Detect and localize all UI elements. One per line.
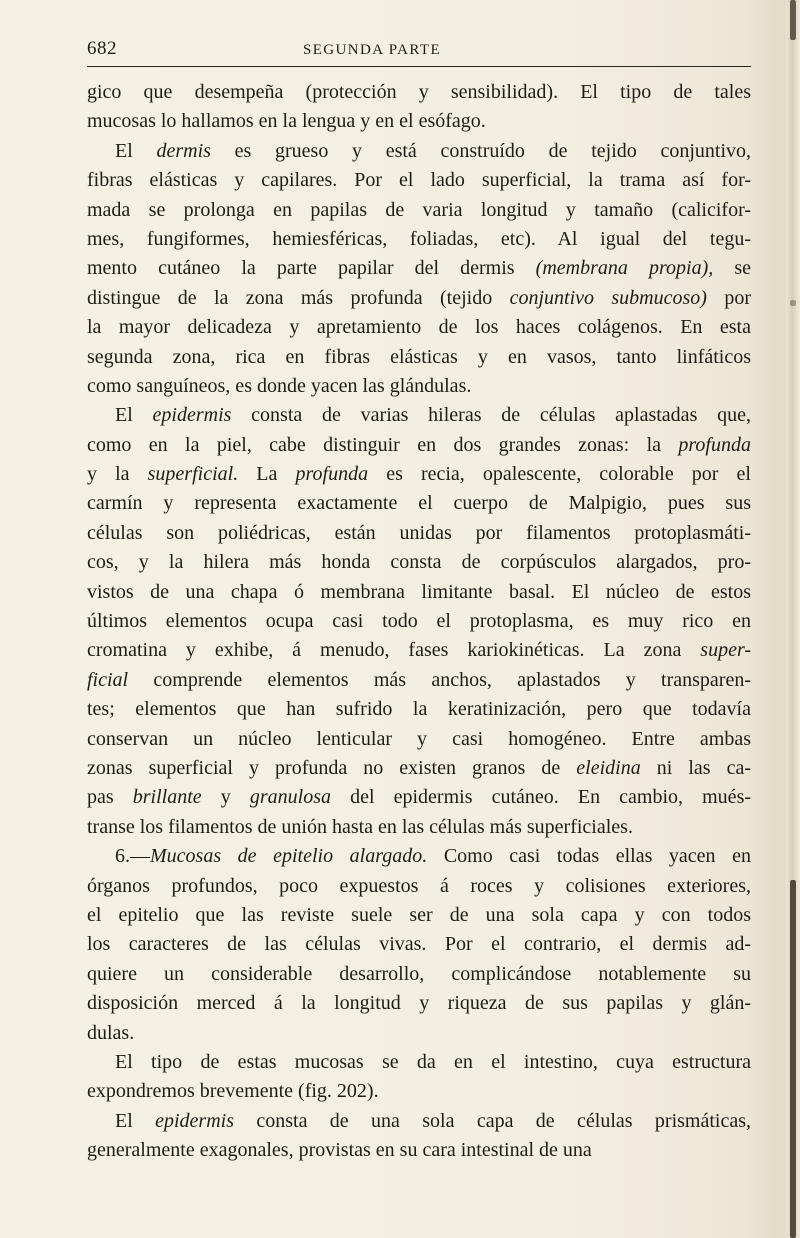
- text-run: y la: [87, 463, 148, 486]
- text-line: [87, 313, 751, 342]
- paragraph: [87, 78, 751, 137]
- paragraph: [87, 1048, 751, 1107]
- text-line: [87, 372, 751, 401]
- text-run: consta de varias hileras de células aplastadas que,: [231, 404, 751, 427]
- text-run: zonas superficial y profunda no existen granos de: [87, 756, 577, 779]
- running-title: SEGUNDA PARTE: [303, 42, 442, 58]
- text-run: pas: [87, 786, 133, 809]
- italic-run: profunda: [295, 463, 369, 486]
- text-run: disposición merced á la longitud y riqueza de sus papilas y glán-: [87, 992, 751, 1015]
- text-line: [87, 519, 751, 548]
- text-line: [87, 666, 751, 695]
- italic-run: granulosa: [249, 786, 331, 809]
- text-line: [87, 254, 751, 283]
- text-line: [87, 431, 751, 460]
- text-run: el epitelio que las reviste suele ser de una sola capa y con todos: [87, 903, 751, 926]
- text-line: [87, 1136, 751, 1165]
- text-run: segunda zona, rica en fibras elásticas y en vasos, tanto linfáticos: [87, 345, 751, 368]
- text-line: [87, 872, 751, 901]
- page-edge-mark: [790, 880, 796, 1238]
- text-run: La: [238, 463, 296, 486]
- text-run: mada se prolonga en papilas de varia longitud y tamaño (calicifor-: [87, 198, 751, 221]
- italic-run: profunda: [678, 433, 751, 456]
- text-line: [87, 460, 751, 489]
- text-line: [87, 960, 751, 989]
- text-line: [87, 1107, 751, 1136]
- text-line: [87, 1077, 751, 1106]
- text-line: [87, 930, 751, 959]
- text-line: [87, 107, 751, 136]
- italic-run: super-: [700, 639, 751, 662]
- italic-run: epidermis: [155, 1109, 235, 1132]
- text-run: por: [706, 286, 751, 309]
- text-run: los caracteres de las células vivas. Por el contrario, el dermis ad-: [87, 933, 751, 956]
- text-run: generalmente exagonales, provistas en su cara intestinal de una: [87, 1139, 592, 1162]
- text-line: [87, 78, 751, 107]
- text-run: El: [115, 404, 153, 427]
- text-run: conservan un núcleo lenticular y casi homogéneo. Entre ambas: [87, 727, 751, 750]
- text-line: [87, 813, 751, 842]
- text-line: [87, 842, 751, 871]
- text-line: [87, 343, 751, 372]
- text-run: El tipo de estas mucosas se da en el intestino, cuya estructura: [115, 1050, 751, 1073]
- italic-run: ficial: [87, 668, 129, 691]
- body-text: [87, 78, 751, 1165]
- text-run: carmín y representa exactamente el cuerpo de Malpigio, pues sus: [87, 492, 751, 515]
- text-line: [87, 783, 751, 812]
- text-run: como sanguíneos, es donde yacen las glándulas.: [87, 374, 472, 397]
- text-run: ni las ca-: [640, 756, 751, 779]
- italic-run: Mucosas de epitelio alargado.: [150, 845, 428, 868]
- page-edge: [786, 0, 800, 1238]
- paragraph: [87, 842, 751, 1048]
- text-run: órganos profundos, poco expuestos á roces y colisiones exteriores,: [87, 874, 751, 897]
- text-line: [87, 284, 751, 313]
- text-line: [87, 548, 751, 577]
- text-run: cromatina y exhibe, á menudo, fases kariokinéticas. La zona: [87, 639, 701, 662]
- text-run: quiere un considerable desarrollo, complicándose notablemente su: [87, 962, 751, 985]
- text-run: es grueso y está construído de tejido conjuntivo,: [210, 139, 751, 162]
- text-run: y: [201, 786, 250, 809]
- text-run: vistos de una chapa ó membrana limitante basal. El núcleo de estos: [87, 580, 751, 603]
- text-run: expondremos brevemente (fig. 202).: [87, 1080, 379, 1103]
- text-line: [87, 636, 751, 665]
- italic-run: conjuntivo submucoso): [509, 286, 707, 309]
- text-run: consta de una sola capa de células prismáticas,: [234, 1109, 751, 1132]
- text-run: mucosas lo hallamos en la lengua y en el esófago.: [87, 110, 486, 133]
- text-line: [87, 489, 751, 518]
- text-line: [87, 401, 751, 430]
- italic-run: superficial.: [147, 463, 239, 486]
- header-rule: [87, 66, 751, 67]
- text-run: transe los filamentos de unión hasta en las células más superficiales.: [87, 815, 633, 838]
- italic-run: brillante: [132, 786, 202, 809]
- text-run: gico que desempeña (protección y sensibilidad). El tipo de tales: [87, 81, 751, 103]
- text-run: 6.—: [115, 845, 150, 868]
- text-line: [87, 989, 751, 1018]
- text-run: mento cutáneo la parte papilar del dermis: [87, 257, 536, 280]
- text-line: [87, 137, 751, 166]
- paragraph: [87, 137, 751, 402]
- text-run: El: [115, 1109, 156, 1132]
- running-head: [87, 38, 747, 62]
- text-run: comprende elementos más anchos, aplastados y transparen-: [128, 668, 751, 691]
- text-line: [87, 901, 751, 930]
- text-run: como en la piel, cabe distinguir en dos grandes zonas: la: [87, 433, 679, 456]
- text-run: El: [115, 139, 157, 162]
- text-line: [87, 754, 751, 783]
- text-run: últimos elementos ocupa casi todo el protoplasma, es muy rico en: [87, 610, 751, 633]
- text-run: se: [713, 257, 751, 280]
- text-line: [87, 578, 751, 607]
- italic-run: (membrana propia),: [535, 257, 714, 280]
- italic-run: eleidina: [576, 756, 641, 779]
- text-run: Como casi todas ellas yacen en: [427, 845, 751, 868]
- text-run: tes; elementos que han sufrido la keratinización, pero que todavía: [87, 698, 751, 721]
- paragraph: [87, 401, 751, 842]
- text-line: [87, 1048, 751, 1077]
- page-edge-mark: [790, 0, 796, 40]
- text-line: [87, 225, 751, 254]
- text-run: dulas.: [87, 1021, 135, 1044]
- text-line: [87, 1019, 751, 1048]
- text-run: mes, fungiformes, hemiesféricas, foliadas, etc). Al igual del tegu-: [87, 227, 751, 250]
- text-line: [87, 725, 751, 754]
- text-line: [87, 607, 751, 636]
- text-run: fibras elásticas y capilares. Por el lado superficial, la trama así for-: [87, 169, 751, 192]
- text-run: distingue de la zona más profunda (tejido: [87, 286, 510, 309]
- text-run: es recia, opalescente, colorable por el: [368, 463, 751, 486]
- text-run: cos, y la hilera más honda consta de corpúsculos alargados, pro-: [87, 551, 751, 574]
- paragraph: [87, 1107, 751, 1166]
- text-run: la mayor delicadeza y apretamiento de los haces colágenos. En esta: [87, 316, 751, 339]
- page-edge-mark: [790, 300, 796, 306]
- text-line: [87, 196, 751, 225]
- text-run: del epidermis cutáneo. En cambio, mués-: [330, 786, 752, 809]
- italic-run: dermis: [156, 139, 211, 162]
- text-line: [87, 166, 751, 195]
- page-number: 682: [87, 38, 117, 59]
- italic-run: epidermis: [152, 404, 232, 427]
- text-run: células son poliédricas, están unidas por filamentos protoplasmáti-: [87, 521, 751, 544]
- text-line: [87, 695, 751, 724]
